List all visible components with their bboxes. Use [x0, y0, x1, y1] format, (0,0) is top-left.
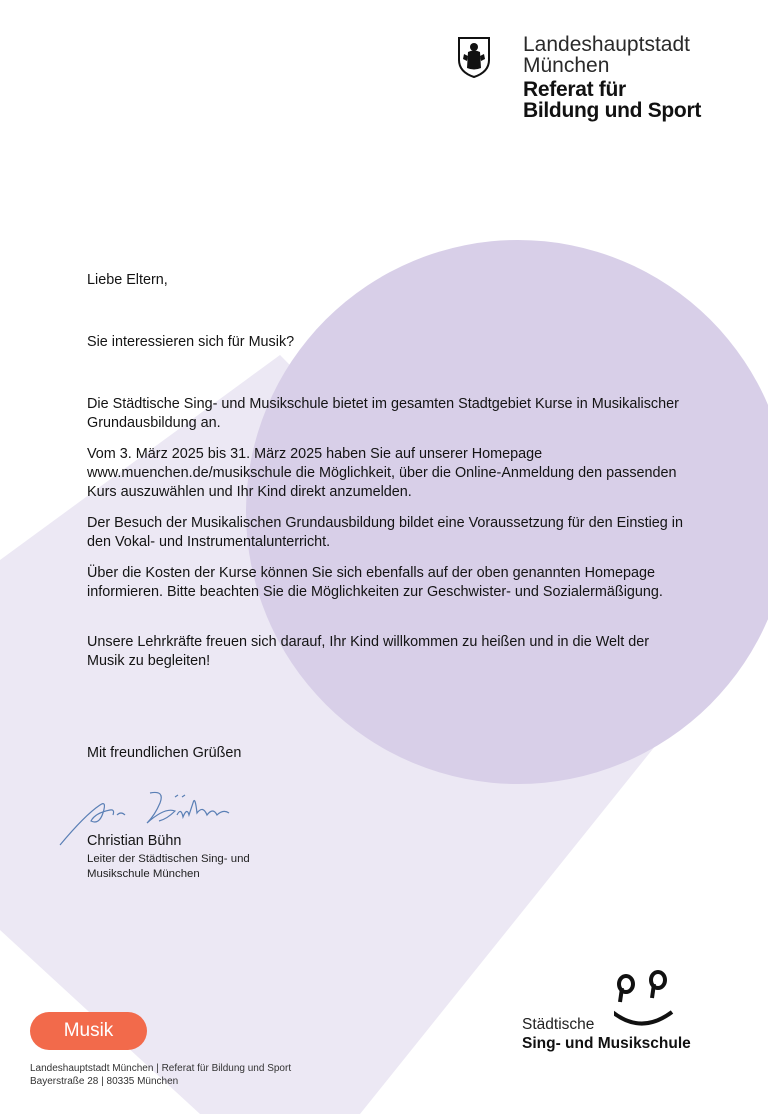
city-line-1: Landeshauptstadt — [523, 33, 690, 56]
footer-line-2: Bayerstraße 28 | 80335 München — [30, 1076, 179, 1087]
department-name — [523, 79, 701, 121]
salutation: Liebe Eltern, — [87, 272, 168, 288]
signatory-title-line-2: Musikschule München — [87, 867, 200, 880]
signatory-name: Christian Bühn — [87, 833, 182, 849]
munich-monk-crest-icon — [456, 34, 492, 78]
signatory-title-line-1: Leiter der Städtischen Sing- und — [87, 853, 250, 865]
school-name-line-1: Städtische — [522, 1016, 595, 1033]
city-line-2: München — [523, 54, 610, 77]
dept-line-1: Referat für — [523, 78, 626, 101]
city-name — [523, 34, 690, 76]
dept-line-2: Bildung und Sport — [523, 99, 702, 122]
signatory-title — [87, 852, 347, 881]
closing: Mit freundlichen Grüßen — [87, 745, 242, 761]
footer-address — [30, 1062, 291, 1088]
school-name-line-2: Sing- und Musikschule — [522, 1035, 691, 1052]
question-line: Sie interessieren sich für Musik? — [87, 334, 295, 350]
paragraph-3: Der Besuch der Musikalischen Grundausbildung bildet eine Voraussetzung für den Einstieg in den Vokal- und Instrumentalunterricht. — [87, 515, 683, 550]
lilac-circle — [246, 240, 768, 784]
music-notes-smile-icon — [614, 968, 694, 1032]
musik-badge: Musik — [30, 1012, 147, 1050]
paragraph-5: Unsere Lehrkräfte freuen sich darauf, Ihr Kind willkommen zu heißen und in die Welt der Musik zu begleiten! — [87, 634, 650, 669]
footer-line-1: Landeshauptstadt München | Referat für Bildung und Sport — [30, 1063, 292, 1074]
paragraph-2: Vom 3. März 2025 bis 31. März 2025 haben Sie auf unserer Homepage www.muenchen.de/musikschule die Möglichkeit, über die Online-Anmeldung den passenden Kurs auszuwählen und Ihr Kind direkt anzumelden. — [87, 446, 677, 500]
music-school-logo — [522, 968, 742, 1058]
paragraph-4: Über die Kosten der Kurse können Sie sich ebenfalls auf der oben genannten Homepage informieren. Bitte beachten Sie die Möglichkeiten zur Geschwister- und Sozialermäßigung. — [87, 565, 663, 600]
paragraph-1: Die Städtische Sing- und Musikschule bietet im gesamten Stadtgebiet Kurse in Musikalischer Grundausbildung an. — [87, 396, 679, 431]
